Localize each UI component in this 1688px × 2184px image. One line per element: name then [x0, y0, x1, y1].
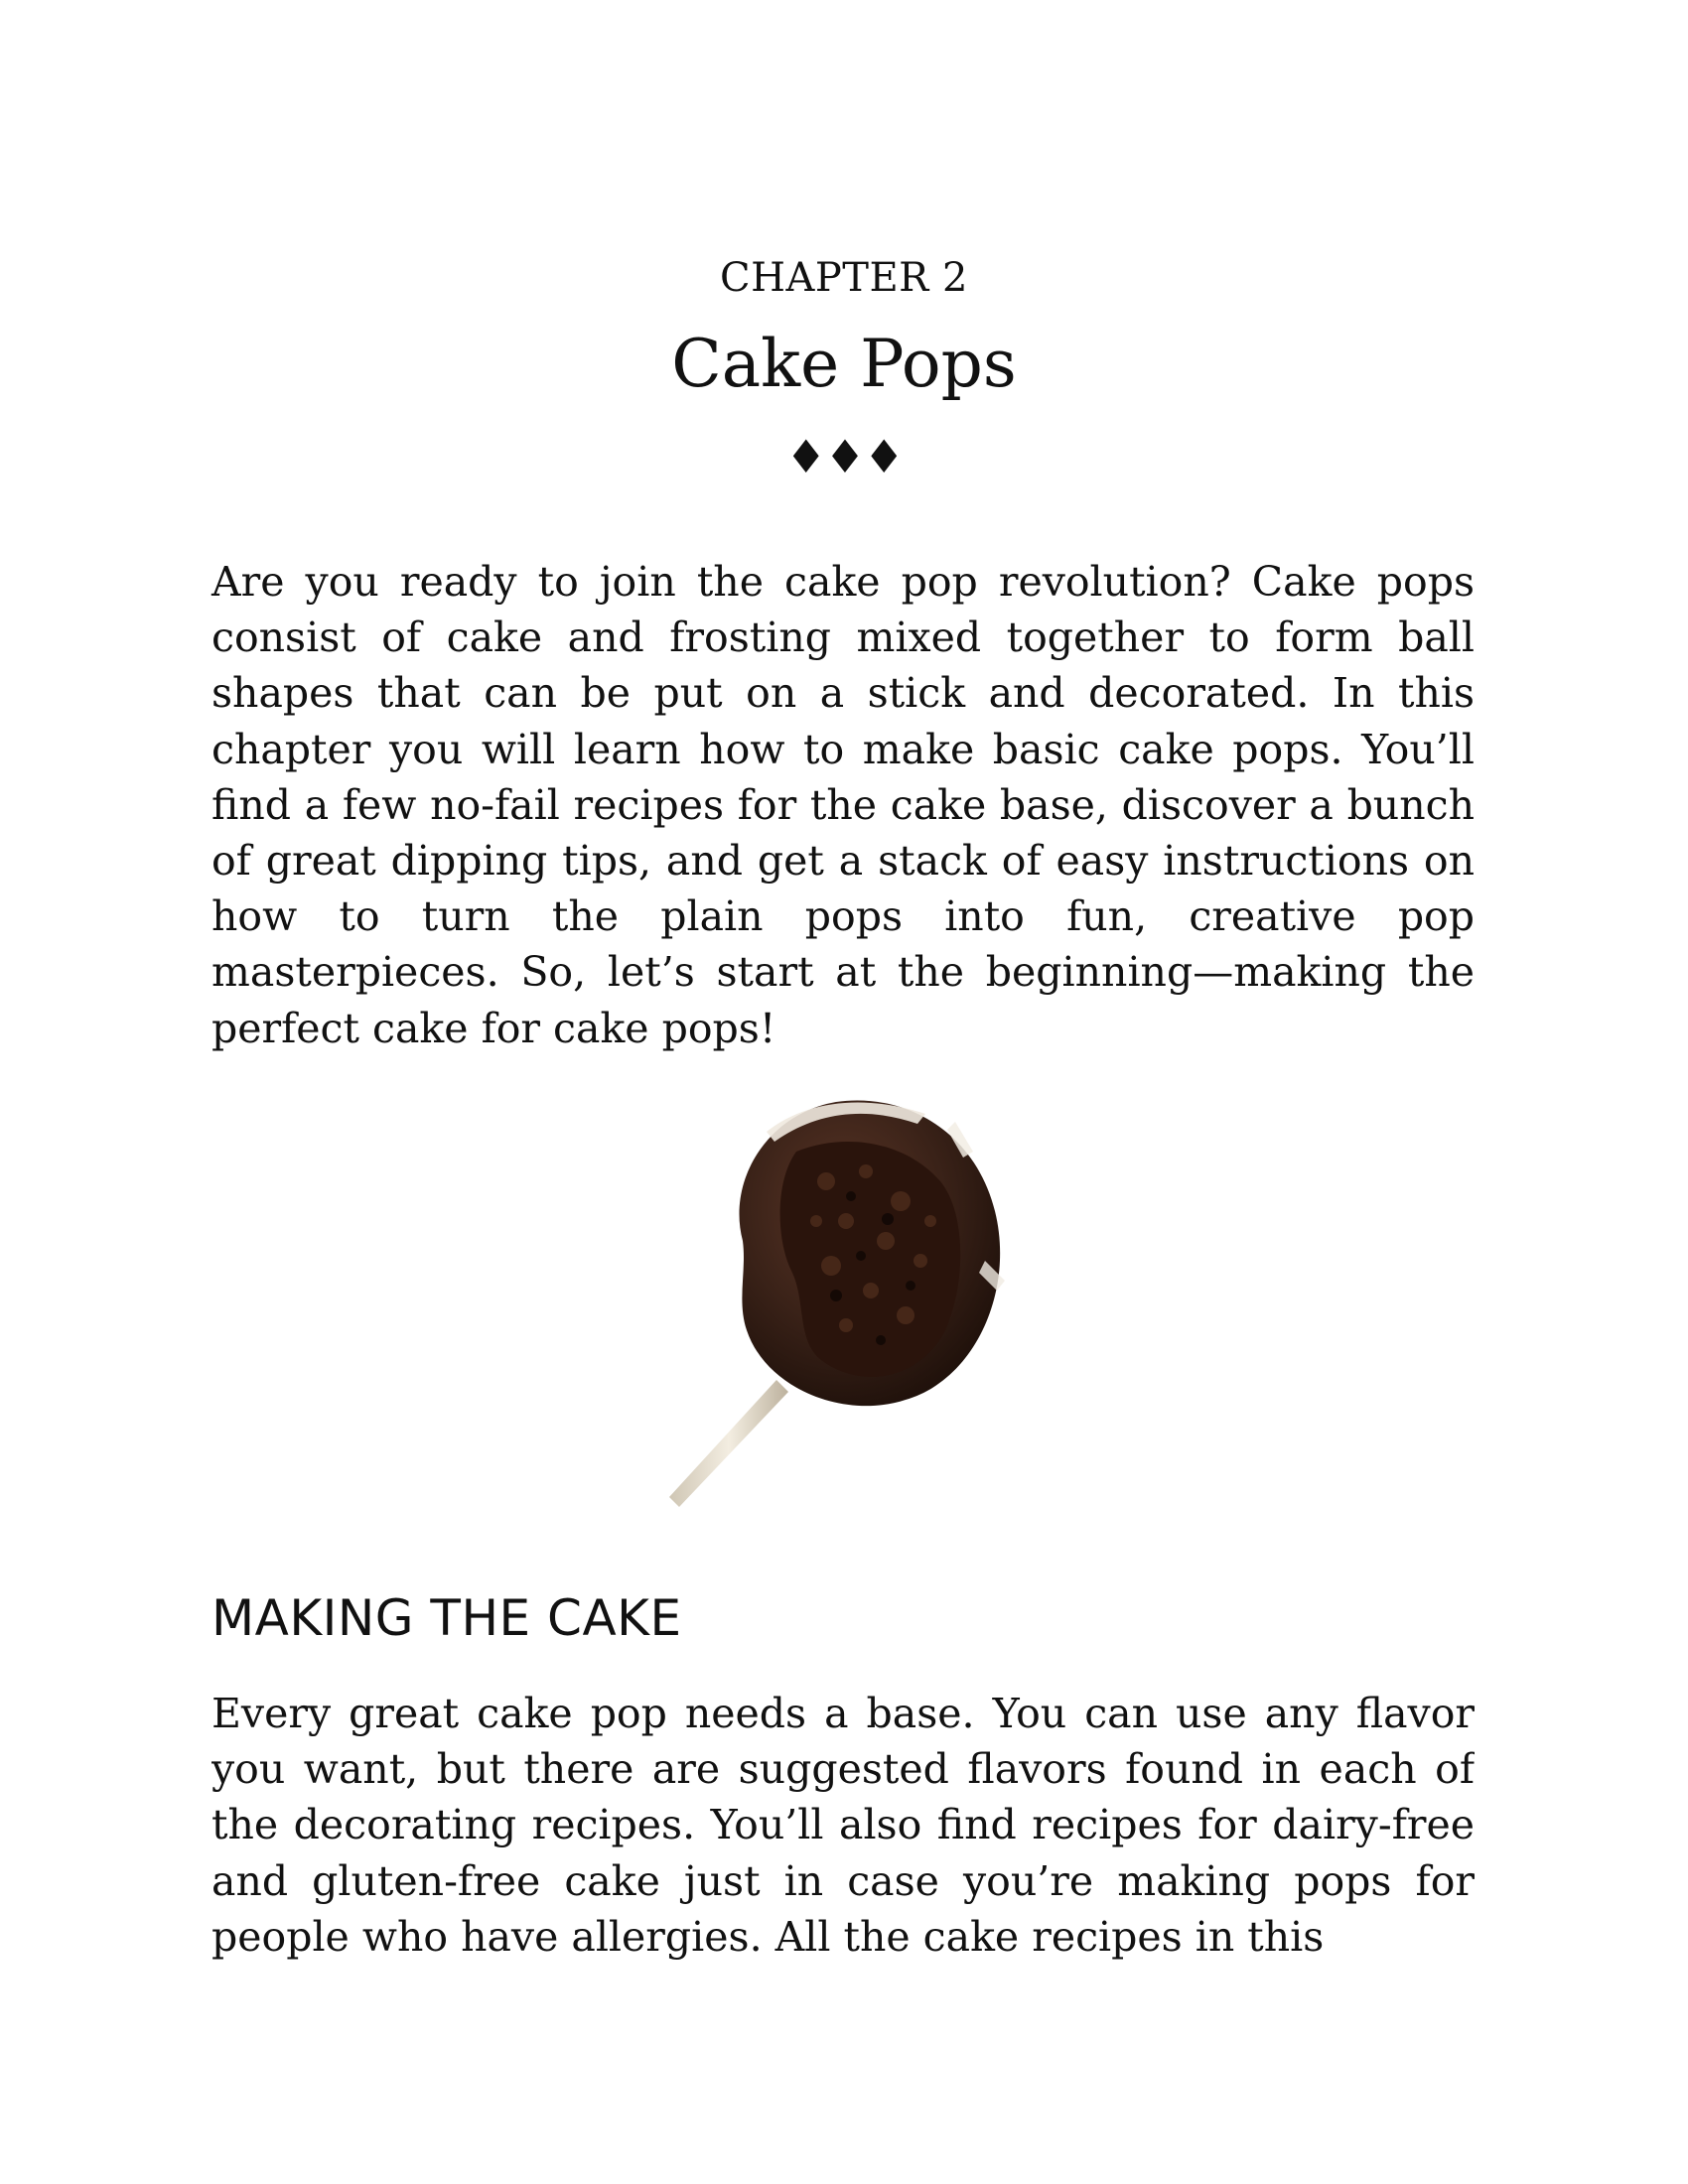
- cake-pop-photo: [657, 1092, 1035, 1509]
- diamond-ornament-icon: ♦♦♦: [785, 430, 903, 483]
- section-paragraph: Every great cake pop needs a base. You can use any flavor you want, but there are suggested flavors found in each of the decorating recipes. You’ll also find recipes for dairy-free and gluten-free cake just in case you’re making pops for people who have allergies. All the cake recipes in this: [211, 1690, 1475, 1961]
- chapter-title: Cake Pops: [671, 326, 1017, 402]
- lollipop-stick: [669, 1380, 788, 1507]
- chapter-number: CHAPTER 2: [720, 255, 968, 301]
- intro-paragraph: Are you ready to join the cake pop revolution? Cake pops consist of cake and frosting mixed together to form ball shapes that can be put on a stick and decorated. In this chapter you will learn how to make basic cake pops. You’ll find a few no-fail recipes for the cake base, discover a bunch of great dipping tips, and get a stack of easy instructions on how to turn the plain pops into fun, creative pop masterpieces. So, let’s start at the beginning—making the perfect cake for cake pops!: [211, 558, 1475, 1052]
- section-heading: MAKING THE CAKE: [211, 1589, 682, 1647]
